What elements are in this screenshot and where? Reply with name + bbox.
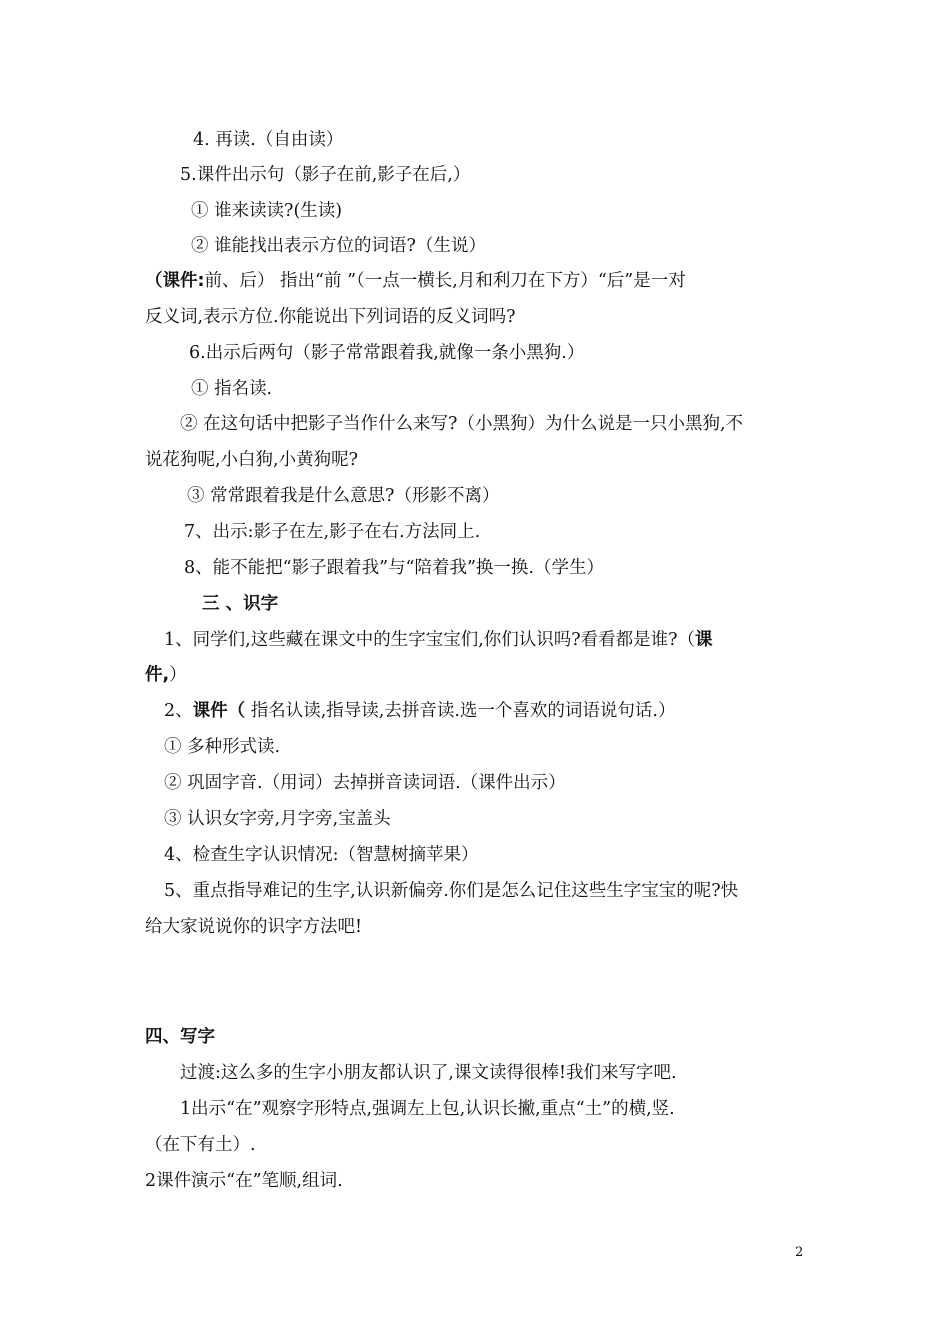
line-dog-colors: 说花狗呢,小白狗,小黄狗呢? — [145, 450, 359, 470]
line-show-two-sentences: 6.出示后两句（影子常常跟着我,就像一条小黑狗.） — [189, 343, 585, 363]
line-front-back: （课件:前、后） 指出“前 ”（一点一横长,月和利刀在下方）“后”是一对 — [145, 271, 686, 291]
line-consolidate-sounds: ② 巩固字音.（用词）去掉拼音读词语.（课件出示） — [164, 773, 566, 793]
line-show-zai: 1出示“在”观察字形特点,强调左上包,认识长撇,重点“土”的横,竖. — [180, 1099, 675, 1119]
line-check-recognition: 4、检查生字认识情况:（智慧树摘苹果） — [164, 845, 479, 865]
page-number: 2 — [795, 1245, 804, 1260]
line-zai-below-tu: （在下有土）. — [145, 1135, 256, 1155]
line-shadow-as-what: ② 在这句话中把影子当作什么来写?（小黑狗）为什么说是一只小黑狗,不 — [180, 414, 744, 434]
heading-literacy: 三 、识字 — [202, 594, 279, 614]
line-transition: 过渡:这么多的生字小朋友都认识了,课文读得很棒!我们来写字吧. — [180, 1063, 677, 1083]
line-hidden-characters: 1、同学们,这些藏在课文中的生字宝宝们,你们认识吗?看看都是谁?（课 — [164, 630, 713, 650]
line-antonyms: 反义词,表示方位.你能说出下列词语的反义词吗? — [145, 307, 516, 327]
line-radicals: ③ 认识女字旁,月字旁,宝盖头 — [164, 809, 391, 829]
line-find-direction-words: ② 谁能找出表示方位的词语?（生说） — [191, 236, 486, 256]
line-who-reads: ① 谁来读读?(生读) — [191, 201, 343, 221]
bold-courseware: （课件: — [145, 271, 205, 291]
line-share-methods: 给大家说说你的识字方法吧! — [145, 917, 363, 937]
line-name-read: ① 指名读. — [191, 379, 273, 399]
line-stroke-order: 2课件演示“在”笔顺,组词. — [145, 1171, 343, 1191]
line-always-follow: ③ 常常跟着我是什么意思?（形影不离） — [187, 486, 500, 506]
line-swap-phrases: 8、能不能把“影子跟着我”与“陪着我”换一换.（学生） — [184, 558, 604, 578]
line-difficult-characters: 5、重点指导难记的生字,认识新偏旁.你们是怎么记住这些生字宝宝的呢?快 — [164, 881, 739, 901]
line-left-right: 7、出示:影子在左,影子在右.方法同上. — [184, 522, 481, 542]
line-courseware-reading: 2、课件（ 指名认读,指导读,去拼音读.选一个喜欢的词语说句话.） — [164, 701, 676, 721]
line-various-reading: ① 多种形式读. — [164, 737, 281, 757]
line-courseware-close: 件,） — [145, 665, 187, 685]
line-reread: 4. 再读.（自由读） — [193, 130, 344, 150]
heading-writing: 四、写字 — [145, 1027, 215, 1047]
line-courseware-sentence: 5.课件出示句（影子在前,影子在后,） — [180, 165, 471, 185]
